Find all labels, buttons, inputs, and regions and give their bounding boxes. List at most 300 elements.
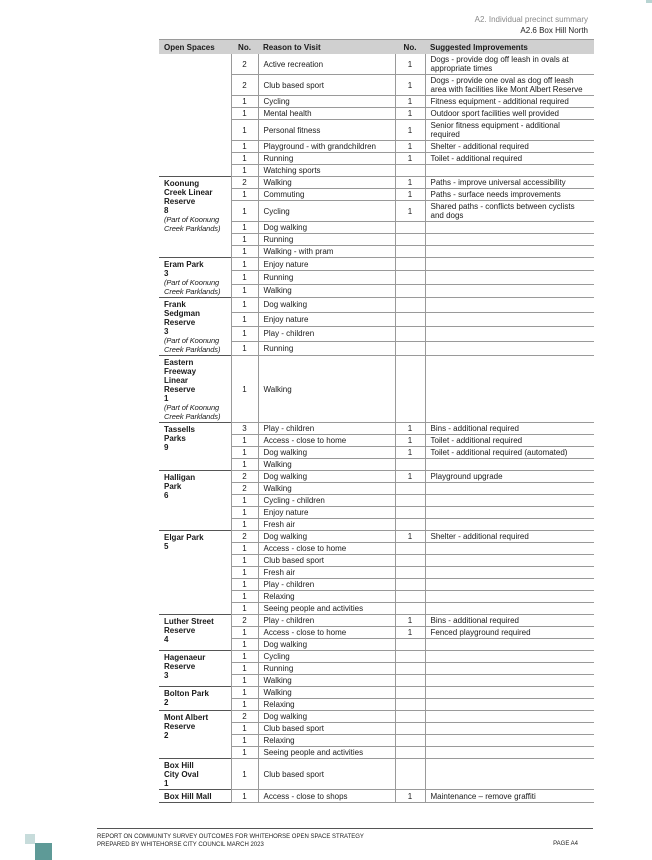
visit-count: 1 — [231, 747, 258, 759]
visit-count: 1 — [231, 567, 258, 579]
visit-count: 1 — [231, 327, 258, 342]
open-space-name-line: Creek Linear — [164, 188, 213, 197]
suggested-improvement — [425, 246, 594, 258]
reason-to-visit: Seeing people and activities — [258, 747, 395, 759]
reason-to-visit: Access - close to home — [258, 435, 395, 447]
suggested-improvement — [425, 222, 594, 234]
suggested-improvement: Bins - additional required — [425, 615, 594, 627]
open-space-name-line: Linear — [164, 376, 189, 385]
open-space-name-line: Box Hill — [164, 761, 194, 770]
improvement-count — [395, 341, 425, 356]
reason-to-visit: Relaxing — [258, 591, 395, 603]
open-space-name-line: Reserve — [164, 318, 196, 327]
open-space-group — [159, 759, 594, 790]
suggested-improvement — [425, 651, 594, 663]
visit-count: 1 — [231, 246, 258, 258]
improvement-count — [395, 603, 425, 615]
logo-square-light — [25, 834, 35, 844]
suggested-improvement — [425, 759, 594, 790]
open-space-group — [159, 651, 594, 687]
suggested-improvement: Toilet - additional required — [425, 435, 594, 447]
visit-count: 1 — [231, 341, 258, 356]
table-row — [159, 298, 594, 313]
corner-mark — [646, 0, 652, 3]
visit-count: 1 — [231, 495, 258, 507]
open-space-name-line: 9 — [164, 443, 169, 452]
visit-count: 1 — [231, 284, 258, 297]
open-space-name — [159, 356, 231, 423]
reason-to-visit: Walking — [258, 177, 395, 189]
visit-count: 1 — [231, 222, 258, 234]
improvement-count: 1 — [395, 153, 425, 165]
open-space-group — [159, 258, 594, 298]
table-row — [159, 615, 594, 627]
reason-to-visit: Dog walking — [258, 471, 395, 483]
visit-count: 1 — [231, 298, 258, 313]
visit-count: 2 — [231, 54, 258, 75]
improvement-count: 1 — [395, 177, 425, 189]
reason-to-visit: Play - children — [258, 579, 395, 591]
visit-count: 2 — [231, 471, 258, 483]
table-row — [159, 54, 594, 75]
suggested-improvement — [425, 312, 594, 327]
logo-square-dark — [35, 843, 52, 860]
visit-count: 1 — [231, 603, 258, 615]
suggested-improvement — [425, 507, 594, 519]
suggested-improvement: Paths - improve universal accessibility — [425, 177, 594, 189]
improvement-count — [395, 591, 425, 603]
improvement-count: 1 — [395, 615, 425, 627]
visit-count: 1 — [231, 234, 258, 246]
improvement-count — [395, 483, 425, 495]
open-space-name-line: 1 — [164, 394, 169, 403]
reason-to-visit: Dog walking — [258, 639, 395, 651]
visit-count: 1 — [231, 543, 258, 555]
open-space-name — [159, 471, 231, 531]
table-row — [159, 711, 594, 723]
open-space-name-line: Reserve — [164, 385, 196, 394]
improvement-count — [395, 639, 425, 651]
visit-count: 1 — [231, 120, 258, 141]
col-reason: Reason to Visit — [258, 40, 395, 55]
improvement-count — [395, 747, 425, 759]
page-number: PAGE A4 — [553, 841, 578, 847]
open-space-group — [159, 531, 594, 615]
visit-count: 1 — [231, 735, 258, 747]
reason-to-visit: Relaxing — [258, 735, 395, 747]
table-row — [159, 651, 594, 663]
improvement-count — [395, 555, 425, 567]
footer-text — [97, 833, 364, 849]
table-row — [159, 687, 594, 699]
col-suggested: Suggested Improvements — [425, 40, 594, 55]
footer-rule — [97, 828, 593, 829]
suggested-improvement — [425, 459, 594, 471]
open-spaces-table — [159, 39, 594, 803]
visit-count: 1 — [231, 651, 258, 663]
visit-count: 1 — [231, 153, 258, 165]
reason-to-visit: Active recreation — [258, 54, 395, 75]
suggested-improvement — [425, 687, 594, 699]
reason-to-visit: Dog walking — [258, 447, 395, 459]
open-space-group — [159, 423, 594, 471]
improvement-count — [395, 356, 425, 423]
visit-count: 2 — [231, 483, 258, 495]
open-space-name-line: Eastern — [164, 358, 194, 367]
improvement-count — [395, 507, 425, 519]
table-row — [159, 790, 594, 803]
visit-count: 1 — [231, 687, 258, 699]
reason-to-visit: Walking — [258, 687, 395, 699]
visit-count: 1 — [231, 759, 258, 790]
open-space-note: (Part of Koonung Creek Parklands) — [164, 403, 221, 421]
open-space-name — [159, 790, 231, 803]
visit-count: 1 — [231, 555, 258, 567]
reason-to-visit: Running — [258, 663, 395, 675]
open-space-group — [159, 356, 594, 423]
improvement-count: 1 — [395, 108, 425, 120]
improvement-count: 1 — [395, 790, 425, 803]
suggested-improvement: Toilet - additional required (automated) — [425, 447, 594, 459]
improvement-count — [395, 543, 425, 555]
reason-to-visit: Access - close to home — [258, 627, 395, 639]
improvement-count — [395, 312, 425, 327]
open-space-group — [159, 471, 594, 531]
open-space-group — [159, 298, 594, 356]
page-header — [475, 14, 588, 36]
improvement-count — [395, 579, 425, 591]
improvement-count: 1 — [395, 120, 425, 141]
footer-line-1: REPORT ON COMMUNITY SURVEY OUTCOMES FOR WHITEHORSE OPEN SPACE STRATEGY — [97, 834, 364, 840]
improvement-count — [395, 723, 425, 735]
open-space-name-line: Box Hill Mall — [164, 792, 212, 801]
col-open-spaces: Open Spaces — [159, 40, 231, 55]
improvement-count — [395, 759, 425, 790]
visit-count: 1 — [231, 271, 258, 284]
open-space-name — [159, 615, 231, 651]
open-space-name — [159, 54, 231, 177]
visit-count: 1 — [231, 258, 258, 271]
visit-count: 1 — [231, 519, 258, 531]
improvement-count — [395, 699, 425, 711]
reason-to-visit: Mental health — [258, 108, 395, 120]
open-space-name-line: Tassells — [164, 425, 195, 434]
reason-to-visit: Enjoy nature — [258, 312, 395, 327]
suggested-improvement — [425, 258, 594, 271]
open-space-name-line: Hagenaeur — [164, 653, 206, 662]
suggested-improvement — [425, 495, 594, 507]
suggested-improvement — [425, 723, 594, 735]
open-space-name-line: Reserve — [164, 626, 196, 635]
suggested-improvement — [425, 747, 594, 759]
open-space-name — [159, 687, 231, 711]
table-row — [159, 258, 594, 271]
reason-to-visit: Relaxing — [258, 699, 395, 711]
suggested-improvement: Playground upgrade — [425, 471, 594, 483]
section-title: A2. Individual precinct summary — [474, 15, 588, 24]
open-space-name — [159, 651, 231, 687]
visit-count: 1 — [231, 447, 258, 459]
suggested-improvement: Dogs - provide dog off leash in ovals at appropriate times — [425, 54, 594, 75]
open-space-name-line: Parks — [164, 434, 186, 443]
improvement-count — [395, 675, 425, 687]
open-space-group — [159, 615, 594, 651]
table-row — [159, 531, 594, 543]
reason-to-visit: Walking — [258, 483, 395, 495]
suggested-improvement: Shelter - additional required — [425, 141, 594, 153]
suggested-improvement — [425, 639, 594, 651]
suggested-improvement: Maintenance – remove graffiti — [425, 790, 594, 803]
improvement-count — [395, 234, 425, 246]
reason-to-visit: Club based sport — [258, 75, 395, 96]
improvement-count — [395, 222, 425, 234]
reason-to-visit: Dog walking — [258, 711, 395, 723]
visit-count: 1 — [231, 663, 258, 675]
reason-to-visit: Walking — [258, 284, 395, 297]
suggested-improvement — [425, 341, 594, 356]
open-space-name-line: 3 — [164, 327, 169, 336]
table-header-row — [159, 40, 594, 55]
subsection-title: A2.6 Box Hill North — [520, 26, 588, 35]
visit-count: 1 — [231, 356, 258, 423]
visit-count: 1 — [231, 790, 258, 803]
table-row — [159, 177, 594, 189]
open-space-name-line: Bolton Park — [164, 689, 209, 698]
improvement-count: 1 — [395, 189, 425, 201]
suggested-improvement — [425, 483, 594, 495]
open-space-name-line: Halligan — [164, 473, 196, 482]
open-space-name-line: 4 — [164, 635, 169, 644]
reason-to-visit: Cycling — [258, 96, 395, 108]
improvement-count: 1 — [395, 531, 425, 543]
improvement-count — [395, 327, 425, 342]
open-space-name — [159, 258, 231, 298]
visit-count: 2 — [231, 711, 258, 723]
reason-to-visit: Play - children — [258, 327, 395, 342]
visit-count: 2 — [231, 177, 258, 189]
reason-to-visit: Fresh air — [258, 519, 395, 531]
improvement-count — [395, 651, 425, 663]
suggested-improvement — [425, 663, 594, 675]
suggested-improvement: Shelter - additional required — [425, 531, 594, 543]
open-space-group — [159, 177, 594, 258]
table-row — [159, 423, 594, 435]
open-space-name-line: Reserve — [164, 662, 196, 671]
reason-to-visit: Fresh air — [258, 567, 395, 579]
suggested-improvement: Senior fitness equipment - additional required — [425, 120, 594, 141]
reason-to-visit: Access - close to home — [258, 543, 395, 555]
reason-to-visit: Access - close to shops — [258, 790, 395, 803]
open-space-name — [159, 298, 231, 356]
reason-to-visit: Seeing people and activities — [258, 603, 395, 615]
suggested-improvement: Fenced playground required — [425, 627, 594, 639]
visit-count: 1 — [231, 165, 258, 177]
col-no-visits: No. — [231, 40, 258, 55]
reason-to-visit: Play - children — [258, 423, 395, 435]
visit-count: 1 — [231, 723, 258, 735]
table-row — [159, 356, 594, 423]
suggested-improvement: Paths - surface needs improvements — [425, 189, 594, 201]
suggested-improvement — [425, 603, 594, 615]
suggested-improvement — [425, 234, 594, 246]
suggested-improvement — [425, 271, 594, 284]
open-space-name-line: Park — [164, 482, 182, 491]
reason-to-visit: Walking - with pram — [258, 246, 395, 258]
open-space-name-line: 6 — [164, 491, 169, 500]
improvement-count — [395, 711, 425, 723]
reason-to-visit: Walking — [258, 459, 395, 471]
suggested-improvement: Fitness equipment - additional required — [425, 96, 594, 108]
open-space-name-line: Reserve — [164, 197, 196, 206]
open-space-name-line: Luther Street — [164, 617, 214, 626]
improvement-count — [395, 165, 425, 177]
improvement-count — [395, 687, 425, 699]
table-row — [159, 759, 594, 790]
suggested-improvement — [425, 165, 594, 177]
reason-to-visit: Play - children — [258, 615, 395, 627]
visit-count: 1 — [231, 201, 258, 222]
suggested-improvement — [425, 519, 594, 531]
visit-count: 1 — [231, 96, 258, 108]
visit-count: 1 — [231, 312, 258, 327]
open-space-name-line: Frank — [164, 300, 186, 309]
improvement-count: 1 — [395, 75, 425, 96]
improvement-count: 1 — [395, 447, 425, 459]
suggested-improvement: Outdoor sport facilities well provided — [425, 108, 594, 120]
improvement-count: 1 — [395, 54, 425, 75]
open-space-name — [159, 759, 231, 790]
suggested-improvement — [425, 735, 594, 747]
reason-to-visit: Running — [258, 341, 395, 356]
visit-count: 1 — [231, 627, 258, 639]
improvement-count — [395, 663, 425, 675]
open-space-name-line: Eram Park — [164, 260, 204, 269]
suggested-improvement — [425, 711, 594, 723]
reason-to-visit: Personal fitness — [258, 120, 395, 141]
visit-count: 1 — [231, 591, 258, 603]
suggested-improvement: Toilet - additional required — [425, 153, 594, 165]
open-space-note: (Part of Koonung Creek Parklands) — [164, 278, 221, 296]
suggested-improvement — [425, 284, 594, 297]
visit-count: 1 — [231, 189, 258, 201]
visit-count: 2 — [231, 531, 258, 543]
suggested-improvement — [425, 567, 594, 579]
improvement-count — [395, 735, 425, 747]
improvement-count — [395, 246, 425, 258]
open-space-group — [159, 790, 594, 803]
visit-count: 2 — [231, 75, 258, 96]
improvement-count — [395, 298, 425, 313]
reason-to-visit: Commuting — [258, 189, 395, 201]
improvement-count — [395, 519, 425, 531]
visit-count: 1 — [231, 459, 258, 471]
open-space-name-line: Elgar Park — [164, 533, 204, 542]
suggested-improvement — [425, 298, 594, 313]
improvement-count — [395, 284, 425, 297]
col-no-improvements: No. — [395, 40, 425, 55]
reason-to-visit: Club based sport — [258, 759, 395, 790]
improvement-count — [395, 459, 425, 471]
improvement-count: 1 — [395, 201, 425, 222]
improvement-count — [395, 271, 425, 284]
visit-count: 1 — [231, 141, 258, 153]
suggested-improvement: Dogs - provide one oval as dog off leash area with facilities like Mont Albert Reserve — [425, 75, 594, 96]
reason-to-visit: Watching sports — [258, 165, 395, 177]
suggested-improvement — [425, 356, 594, 423]
reason-to-visit: Cycling — [258, 651, 395, 663]
suggested-improvement — [425, 591, 594, 603]
improvement-count: 1 — [395, 627, 425, 639]
reason-to-visit: Running — [258, 153, 395, 165]
reason-to-visit: Enjoy nature — [258, 258, 395, 271]
suggested-improvement: Shared paths - conflicts between cyclists and dogs — [425, 201, 594, 222]
open-space-name-line: 3 — [164, 671, 169, 680]
suggested-improvement — [425, 675, 594, 687]
open-space-note: (Part of Koonung Creek Parklands) — [164, 215, 221, 233]
open-space-name-line: Sedgman — [164, 309, 201, 318]
open-space-name — [159, 711, 231, 759]
reason-to-visit: Club based sport — [258, 723, 395, 735]
reason-to-visit: Dog walking — [258, 531, 395, 543]
visit-count: 2 — [231, 615, 258, 627]
reason-to-visit: Running — [258, 234, 395, 246]
visit-count: 1 — [231, 639, 258, 651]
reason-to-visit: Playground - with grandchildren — [258, 141, 395, 153]
open-space-name-line: 8 — [164, 206, 169, 215]
visit-count: 1 — [231, 579, 258, 591]
reason-to-visit: Cycling — [258, 201, 395, 222]
open-space-group — [159, 687, 594, 711]
visit-count: 1 — [231, 435, 258, 447]
open-space-name-line: 2 — [164, 731, 169, 740]
visit-count: 1 — [231, 699, 258, 711]
suggested-improvement — [425, 579, 594, 591]
open-space-name-line: 3 — [164, 269, 169, 278]
suggested-improvement — [425, 327, 594, 342]
visit-count: 1 — [231, 675, 258, 687]
reason-to-visit: Dog walking — [258, 222, 395, 234]
improvement-count: 1 — [395, 423, 425, 435]
reason-to-visit: Dog walking — [258, 298, 395, 313]
reason-to-visit: Enjoy nature — [258, 507, 395, 519]
open-space-name-line: Freeway — [164, 367, 197, 376]
reason-to-visit: Cycling - children — [258, 495, 395, 507]
table-row — [159, 471, 594, 483]
improvement-count: 1 — [395, 141, 425, 153]
suggested-improvement — [425, 543, 594, 555]
reason-to-visit: Running — [258, 271, 395, 284]
open-space-name-line: Koonung — [164, 179, 200, 188]
suggested-improvement — [425, 699, 594, 711]
open-space-name-line: 1 — [164, 779, 169, 788]
open-space-name-line: Mont Albert — [164, 713, 209, 722]
open-space-group — [159, 711, 594, 759]
visit-count: 1 — [231, 108, 258, 120]
open-space-name-line: City Oval — [164, 770, 199, 779]
open-space-note: (Part of Koonung Creek Parklands) — [164, 336, 221, 354]
suggested-improvement — [425, 555, 594, 567]
footer-line-2: PREPARED BY WHITEHORSE CITY COUNCIL MARCH 2023 — [97, 842, 264, 848]
improvement-count: 1 — [395, 435, 425, 447]
open-space-name-line: 5 — [164, 542, 169, 551]
open-space-name — [159, 177, 231, 258]
open-space-name-line: 2 — [164, 698, 169, 707]
reason-to-visit: Walking — [258, 356, 395, 423]
improvement-count — [395, 258, 425, 271]
improvement-count — [395, 495, 425, 507]
open-space-name — [159, 423, 231, 471]
open-space-group — [159, 54, 594, 177]
